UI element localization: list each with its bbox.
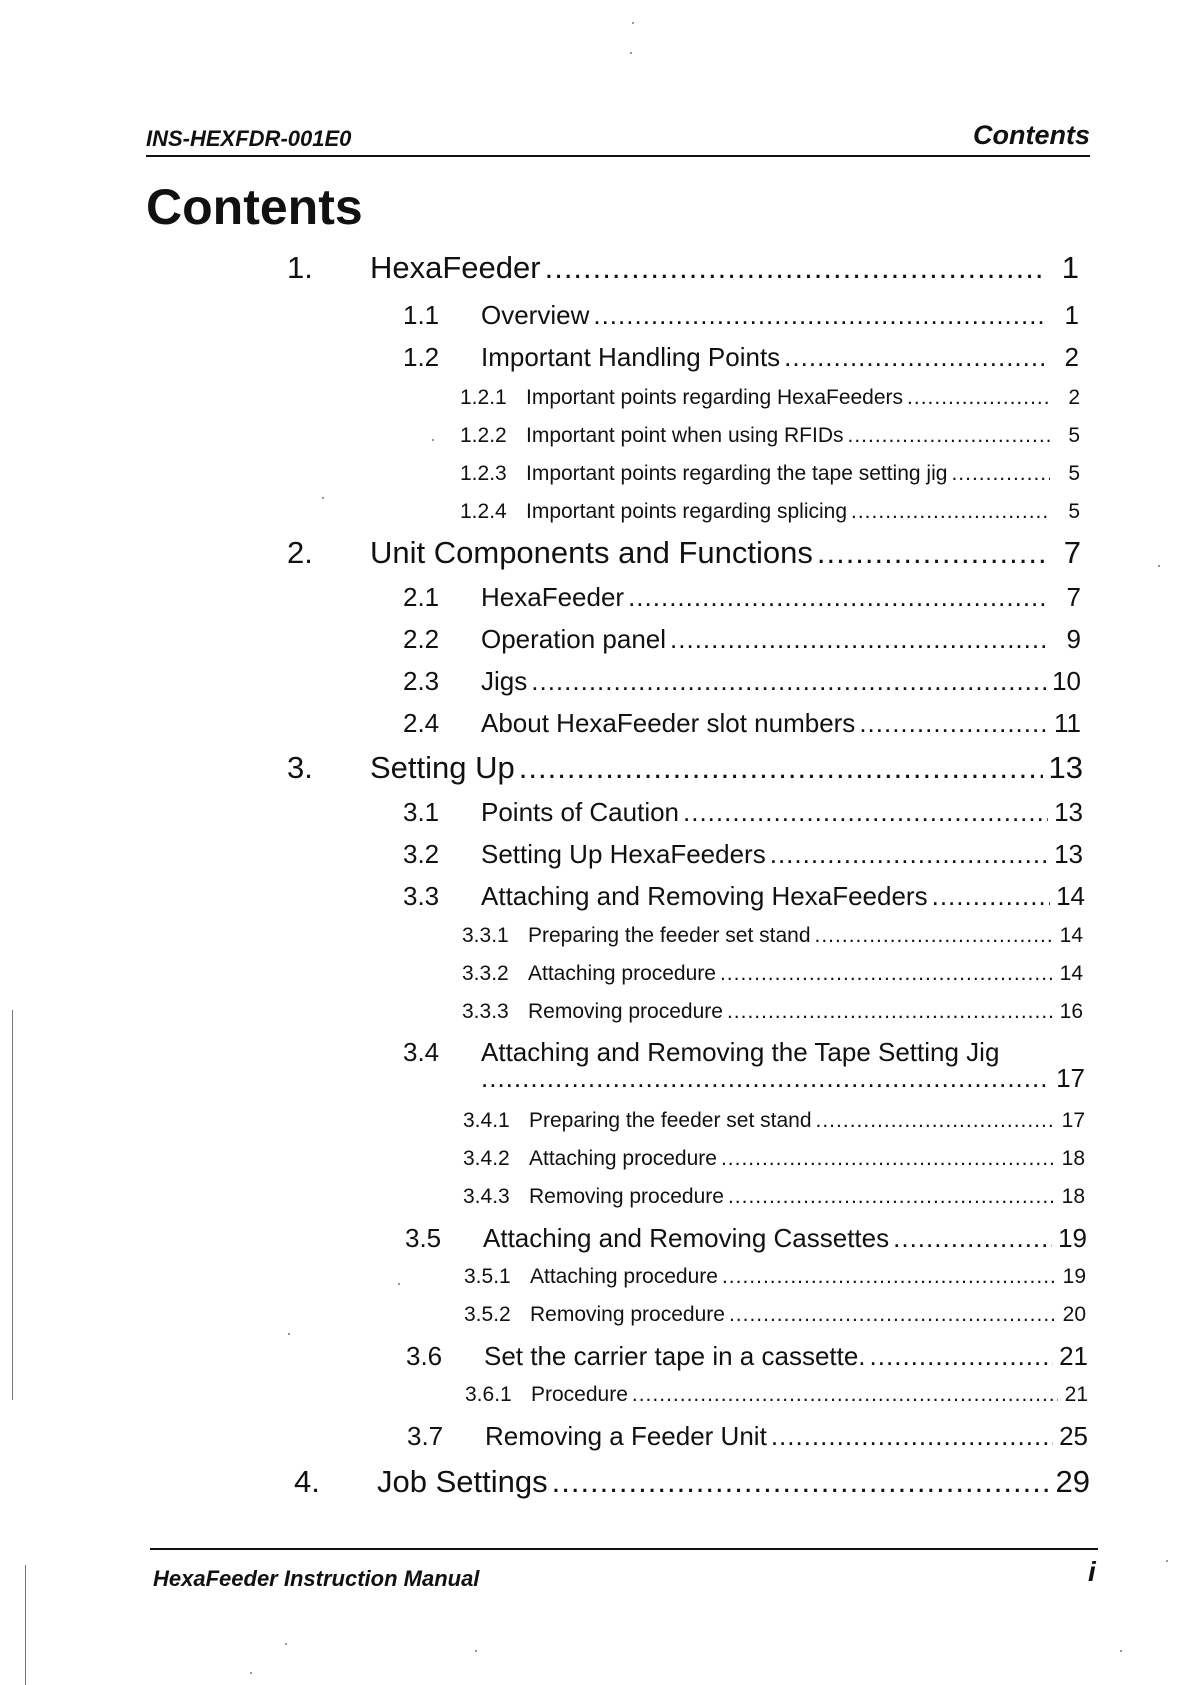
toc-entry[interactable] bbox=[287, 750, 1083, 786]
toc-title: Jigs bbox=[481, 666, 528, 696]
toc-leader bbox=[859, 707, 1047, 739]
toc-number: 1.2.3 bbox=[460, 462, 507, 485]
scan-speck bbox=[432, 439, 434, 441]
toc-number: 1. bbox=[287, 250, 313, 285]
toc-leader bbox=[632, 1382, 1058, 1408]
toc-number: 1.2 bbox=[403, 342, 440, 372]
toc-entry[interactable] bbox=[403, 665, 1081, 697]
toc-number: 3.5.2 bbox=[464, 1303, 511, 1326]
toc-entry[interactable] bbox=[463, 1184, 1085, 1210]
toc-entry[interactable] bbox=[464, 1264, 1086, 1290]
toc-title: Attaching and Removing Cassettes bbox=[483, 1223, 890, 1253]
toc-entry[interactable] bbox=[462, 961, 1083, 987]
footer-manual-name: HexaFeeder Instruction Manual bbox=[153, 1566, 480, 1591]
toc-page: 1 bbox=[1061, 250, 1079, 285]
scan-speck bbox=[475, 1650, 477, 1652]
toc-leader bbox=[771, 1420, 1053, 1452]
toc-page: 29 bbox=[1055, 1464, 1090, 1499]
toc-entry[interactable] bbox=[403, 796, 1083, 828]
toc-leader bbox=[817, 535, 1045, 571]
toc-page: 17 bbox=[1056, 1063, 1085, 1093]
toc-leader bbox=[670, 623, 1047, 655]
toc-page: 21 bbox=[1064, 1383, 1088, 1406]
toc-page: 7 bbox=[1063, 535, 1081, 570]
toc-entry[interactable] bbox=[403, 707, 1081, 739]
toc-page: 21 bbox=[1059, 1341, 1088, 1371]
page-title: Contents bbox=[146, 179, 363, 235]
toc-page: 2 bbox=[1068, 386, 1080, 409]
toc-title: Attaching procedure bbox=[529, 1147, 717, 1170]
toc-title: Points of Caution bbox=[481, 797, 680, 827]
toc-number: 3.3 bbox=[403, 881, 440, 911]
toc-entry[interactable] bbox=[403, 581, 1081, 613]
toc-number: 2.3 bbox=[403, 666, 440, 696]
toc-leader bbox=[893, 1222, 1052, 1254]
toc-title: Important points regarding HexaFeeders bbox=[526, 386, 904, 409]
toc-page: 25 bbox=[1059, 1421, 1088, 1451]
toc-entry[interactable] bbox=[462, 999, 1083, 1025]
toc-leader bbox=[729, 1302, 1056, 1328]
toc-title: Attaching and Removing the Tape Setting Jig bbox=[481, 1037, 1000, 1067]
toc-number: 2.4 bbox=[403, 708, 440, 738]
toc-leader bbox=[951, 461, 1050, 487]
toc-entry[interactable] bbox=[287, 535, 1081, 571]
toc-leader bbox=[721, 1146, 1055, 1172]
scan-speck bbox=[1120, 1650, 1122, 1652]
toc-number: 3.6.1 bbox=[465, 1383, 512, 1406]
toc-page: 7 bbox=[1066, 582, 1081, 612]
toc-leader bbox=[593, 299, 1045, 331]
toc-entry[interactable] bbox=[460, 423, 1080, 449]
toc-number: 2.2 bbox=[403, 624, 440, 654]
toc-leader bbox=[628, 581, 1047, 613]
toc-leader bbox=[727, 999, 1053, 1025]
toc-entry[interactable] bbox=[460, 385, 1080, 411]
toc-page: 18 bbox=[1061, 1185, 1085, 1208]
toc-entry[interactable] bbox=[465, 1382, 1088, 1408]
toc-title: Operation panel bbox=[481, 624, 667, 654]
toc-leader bbox=[683, 796, 1048, 828]
toc-leader bbox=[907, 385, 1050, 411]
toc-page: 5 bbox=[1068, 424, 1080, 447]
toc-title: Important points regarding splicing bbox=[526, 500, 848, 523]
toc-number: 3.4.2 bbox=[463, 1147, 510, 1170]
toc-title: Procedure bbox=[531, 1383, 628, 1406]
toc-title: Setting Up HexaFeeders bbox=[481, 839, 766, 869]
toc-leader bbox=[552, 1464, 1050, 1500]
toc-entry[interactable] bbox=[403, 299, 1079, 331]
toc-title: Overview bbox=[481, 300, 590, 330]
toc-entry[interactable] bbox=[403, 880, 1085, 912]
toc-title: Attaching and Removing HexaFeeders bbox=[481, 881, 928, 911]
header-doc-id: INS-HEXFDR-001E0 bbox=[146, 126, 352, 151]
toc-leader bbox=[816, 1108, 1055, 1134]
toc-page: 18 bbox=[1061, 1147, 1085, 1170]
toc-number: 1.2.4 bbox=[460, 500, 507, 523]
toc-page: 14 bbox=[1059, 962, 1083, 985]
toc-page: 11 bbox=[1054, 708, 1081, 738]
toc-title: Removing a Feeder Unit bbox=[485, 1421, 767, 1451]
toc-number: 1.2.2 bbox=[460, 424, 507, 447]
toc-entry[interactable] bbox=[463, 1146, 1085, 1172]
toc-page: 1 bbox=[1064, 300, 1079, 330]
toc-leader bbox=[531, 665, 1046, 697]
toc-entry[interactable] bbox=[287, 250, 1079, 286]
toc-number: 3. bbox=[287, 750, 313, 785]
scan-artifact-line bbox=[12, 1010, 13, 1400]
toc-page: 5 bbox=[1068, 500, 1080, 523]
toc-entry[interactable] bbox=[463, 1108, 1085, 1134]
toc-number: 4. bbox=[294, 1464, 320, 1499]
toc-entry[interactable] bbox=[460, 499, 1080, 525]
toc-number: 3.1 bbox=[403, 797, 440, 827]
toc-leader bbox=[519, 750, 1043, 786]
toc-leader bbox=[722, 1264, 1056, 1290]
toc-page: 14 bbox=[1059, 924, 1083, 947]
scan-speck bbox=[1158, 565, 1160, 567]
toc-number: 3.4.3 bbox=[463, 1185, 510, 1208]
toc-page: 16 bbox=[1059, 1000, 1083, 1023]
toc-leader bbox=[770, 838, 1048, 870]
toc-leader bbox=[784, 341, 1045, 373]
toc-title: Removing procedure bbox=[529, 1185, 724, 1208]
toc-leader bbox=[728, 1184, 1055, 1210]
toc-entry[interactable] bbox=[464, 1302, 1086, 1328]
footer-rule bbox=[150, 1548, 1098, 1550]
toc-title: Important point when using RFIDs bbox=[526, 424, 844, 447]
header-rule bbox=[146, 155, 1090, 157]
toc-title: HexaFeeder bbox=[370, 250, 541, 285]
toc-title: HexaFeeder bbox=[481, 582, 625, 612]
scan-speck bbox=[398, 1283, 400, 1285]
toc-page: 19 bbox=[1062, 1265, 1086, 1288]
scan-speck bbox=[288, 1333, 290, 1335]
toc-title: Important points regarding the tape setting jig bbox=[526, 462, 948, 485]
toc-leader bbox=[481, 1062, 1050, 1094]
toc-page: 10 bbox=[1052, 666, 1081, 696]
toc-page: 14 bbox=[1056, 881, 1085, 911]
scan-artifact-line bbox=[25, 1565, 26, 1685]
footer-page-number: i bbox=[1088, 1556, 1096, 1587]
toc-title: Setting Up bbox=[370, 750, 515, 785]
toc-number: 3.5.1 bbox=[464, 1265, 511, 1288]
toc-entry[interactable] bbox=[403, 1036, 1085, 1094]
toc-page: 13 bbox=[1054, 797, 1083, 827]
toc-leader bbox=[851, 499, 1050, 525]
toc-entry[interactable] bbox=[403, 623, 1081, 655]
toc-page: 17 bbox=[1061, 1109, 1085, 1132]
scan-speck bbox=[250, 1672, 252, 1674]
toc-page: 13 bbox=[1054, 839, 1083, 869]
toc-page: 20 bbox=[1062, 1303, 1086, 1326]
toc-number: 1.2.1 bbox=[460, 386, 507, 409]
toc-entry[interactable] bbox=[405, 1222, 1087, 1254]
toc-page: 19 bbox=[1058, 1223, 1087, 1253]
toc-entry[interactable] bbox=[403, 838, 1083, 870]
toc-entry[interactable] bbox=[403, 341, 1079, 373]
toc-title: Removing procedure bbox=[530, 1303, 725, 1326]
toc-leader bbox=[815, 923, 1053, 949]
scan-speck bbox=[630, 52, 632, 54]
toc-title: Removing procedure bbox=[528, 1000, 723, 1023]
toc-title: Attaching procedure bbox=[530, 1265, 718, 1288]
toc-page: 13 bbox=[1048, 750, 1083, 785]
toc-title: Preparing the feeder set stand bbox=[528, 924, 811, 947]
toc-page: 5 bbox=[1068, 462, 1080, 485]
toc-number: 3.5 bbox=[405, 1223, 442, 1253]
toc-title: Attaching procedure bbox=[528, 962, 716, 985]
toc-entry[interactable] bbox=[462, 923, 1083, 949]
toc-number: 3.6 bbox=[406, 1341, 443, 1371]
toc-leader bbox=[870, 1340, 1054, 1372]
toc-entry[interactable] bbox=[294, 1464, 1090, 1500]
toc-title: Preparing the feeder set stand bbox=[529, 1109, 812, 1132]
scan-speck bbox=[285, 1643, 287, 1645]
toc-leader bbox=[932, 880, 1050, 912]
toc-number: 2.1 bbox=[403, 582, 440, 612]
toc-leader bbox=[720, 961, 1053, 987]
toc-number: 2. bbox=[287, 535, 313, 570]
toc-number: 3.3.1 bbox=[462, 924, 509, 947]
toc-title: Set the carrier tape in a cassette. bbox=[484, 1341, 866, 1371]
toc-title: Unit Components and Functions bbox=[370, 535, 813, 570]
toc-number: 1.1 bbox=[403, 300, 440, 330]
toc-number: 3.4 bbox=[403, 1037, 440, 1067]
toc-number: 3.4.1 bbox=[463, 1109, 510, 1132]
toc-page: 2 bbox=[1064, 342, 1079, 372]
toc-entry[interactable] bbox=[406, 1340, 1088, 1372]
toc-number: 3.7 bbox=[407, 1421, 444, 1451]
scan-speck bbox=[1166, 1560, 1168, 1562]
toc-title: About HexaFeeder slot numbers bbox=[481, 708, 856, 738]
scan-speck bbox=[632, 22, 634, 24]
toc-leader bbox=[847, 423, 1050, 449]
scan-speck bbox=[322, 497, 324, 499]
toc-title: Job Settings bbox=[377, 1464, 548, 1499]
toc-number: 3.2 bbox=[403, 839, 440, 869]
toc-entry[interactable] bbox=[460, 461, 1080, 487]
toc-number: 3.3.3 bbox=[462, 1000, 509, 1023]
toc-page: 9 bbox=[1066, 624, 1081, 654]
toc-leader bbox=[545, 250, 1043, 286]
toc-number: 3.3.2 bbox=[462, 962, 509, 985]
toc-title: Important Handling Points bbox=[481, 342, 781, 372]
toc-entry[interactable] bbox=[407, 1420, 1088, 1452]
header-section: Contents bbox=[973, 120, 1090, 150]
